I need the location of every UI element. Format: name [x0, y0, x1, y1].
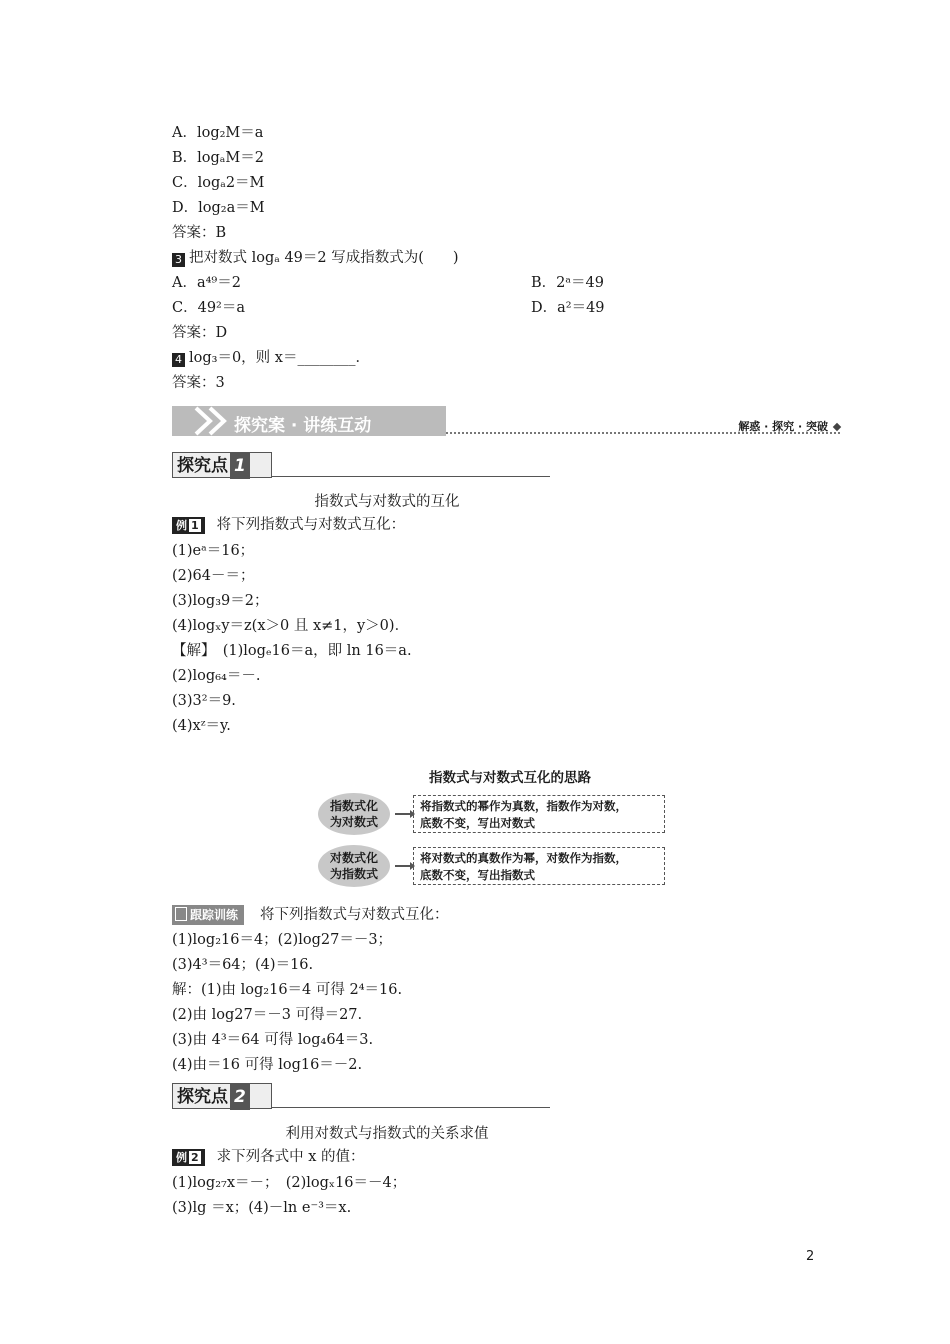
banner-subtitle: 解惑 · 探究 · 突破 — [738, 420, 828, 433]
solution-line: (4)xᶻ＝y. — [172, 718, 231, 734]
question-stem: log₃＝0，则 x＝________． — [189, 350, 370, 366]
practice-line: (4)由＝16 可得 log16＝－2. — [172, 1057, 363, 1073]
example-1 — [172, 516, 405, 534]
practice-line: (3)4³＝64；(4)＝16. — [172, 957, 314, 973]
example-badge: 例 1 — [172, 517, 205, 534]
diagram-box: 将对数式的真数作为幂，对数作为指数， 底数不变，写出指数式 — [413, 847, 665, 885]
example-item: (3)log₃9＝2； — [172, 593, 269, 609]
practice-line: (2)由 log27＝－3 可得＝27. — [172, 1007, 363, 1023]
diagram-title: 指数式与对数式互化的思路 — [429, 770, 591, 786]
answer-q4: 答案：3 — [172, 375, 225, 391]
section-heading: 利用对数式与指数式的关系求值 — [285, 1126, 489, 1142]
practice-line: (1)log₂16＝4；(2)log27＝－3； — [172, 932, 393, 948]
choice-b: B．2ᵃ＝49 — [531, 275, 604, 291]
solution-line: (2)log₆₄＝－. — [172, 668, 261, 684]
diagram-oval: 指数式化 为对数式 — [318, 793, 390, 835]
solution-line: 【解】 (1)logₑ16＝a，即 ln 16＝a. — [172, 643, 412, 659]
explore-point-label: 探究点 1 — [172, 452, 272, 478]
example-item: (1)log₂₇x＝－； (2)logₓ16＝－4； — [172, 1175, 407, 1191]
example-stem: 将下列指数式与对数式互化： — [216, 517, 406, 533]
arrow-right-icon — [395, 813, 411, 815]
practice-stem: 将下列指数式与对数式互化： — [260, 907, 449, 923]
diamond-icon — [833, 423, 841, 431]
explore-point-2 — [172, 1083, 550, 1111]
practice-line: (3)由 4³＝64 可得 log₄64＝3. — [172, 1032, 374, 1048]
question-stem: 把对数式 logₐ 49＝2 写成指数式为( ) — [189, 250, 459, 266]
example-item: (1)eᵃ＝16； — [172, 543, 255, 559]
answer-q2: 答案：B — [172, 225, 227, 241]
example-item: (3)lg ＝x；(4)－ln e⁻³＝x. — [172, 1200, 352, 1216]
choice-b: B．logₐM＝2 — [172, 150, 264, 166]
practice-line: 解：(1)由 log₂16＝4 可得 2⁴＝16. — [172, 982, 403, 998]
explore-point-label: 探究点 2 — [172, 1083, 272, 1109]
choice-a: A．a⁴⁹＝2 — [172, 275, 241, 291]
question-3 — [172, 249, 459, 267]
section-heading: 指数式与对数式的互化 — [314, 494, 460, 510]
explore-point-1 — [172, 452, 550, 480]
diagram-oval: 对数式化 为指数式 — [318, 845, 390, 887]
choice-c: C．logₐ2＝M — [172, 175, 265, 191]
example-item: (4)logₓy＝z(x＞0 且 x≠1，y＞0)． — [172, 618, 410, 634]
banner-title: 探究案 · 讲练互动 — [234, 416, 372, 436]
choice-d: D．log₂a＝M — [172, 200, 265, 216]
answer-q3: 答案：D — [172, 325, 228, 341]
page-number: 2 — [806, 1249, 815, 1264]
question-number-badge: 3 — [172, 253, 185, 267]
example-badge: 例 2 — [172, 1149, 205, 1166]
question-number-badge: 4 — [172, 353, 185, 367]
example-2 — [172, 1148, 365, 1166]
solution-line: (3)3²＝9. — [172, 693, 236, 709]
arrow-right-icon — [395, 865, 411, 867]
section-banner — [172, 406, 840, 436]
choice-d: D．a²＝49 — [531, 300, 605, 316]
example-stem: 求下列各式中 x 的值： — [216, 1149, 365, 1165]
question-4 — [172, 349, 370, 367]
practice — [172, 905, 449, 925]
example-item: (2)64－＝； — [172, 568, 255, 584]
practice-badge: 跟踪训练 — [172, 905, 244, 925]
choice-a: A．log₂M＝a — [172, 125, 264, 141]
choice-c: C．49²＝a — [172, 300, 246, 316]
diagram-box: 将指数式的幂作为真数，指数作为对数， 底数不变，写出对数式 — [413, 795, 665, 833]
